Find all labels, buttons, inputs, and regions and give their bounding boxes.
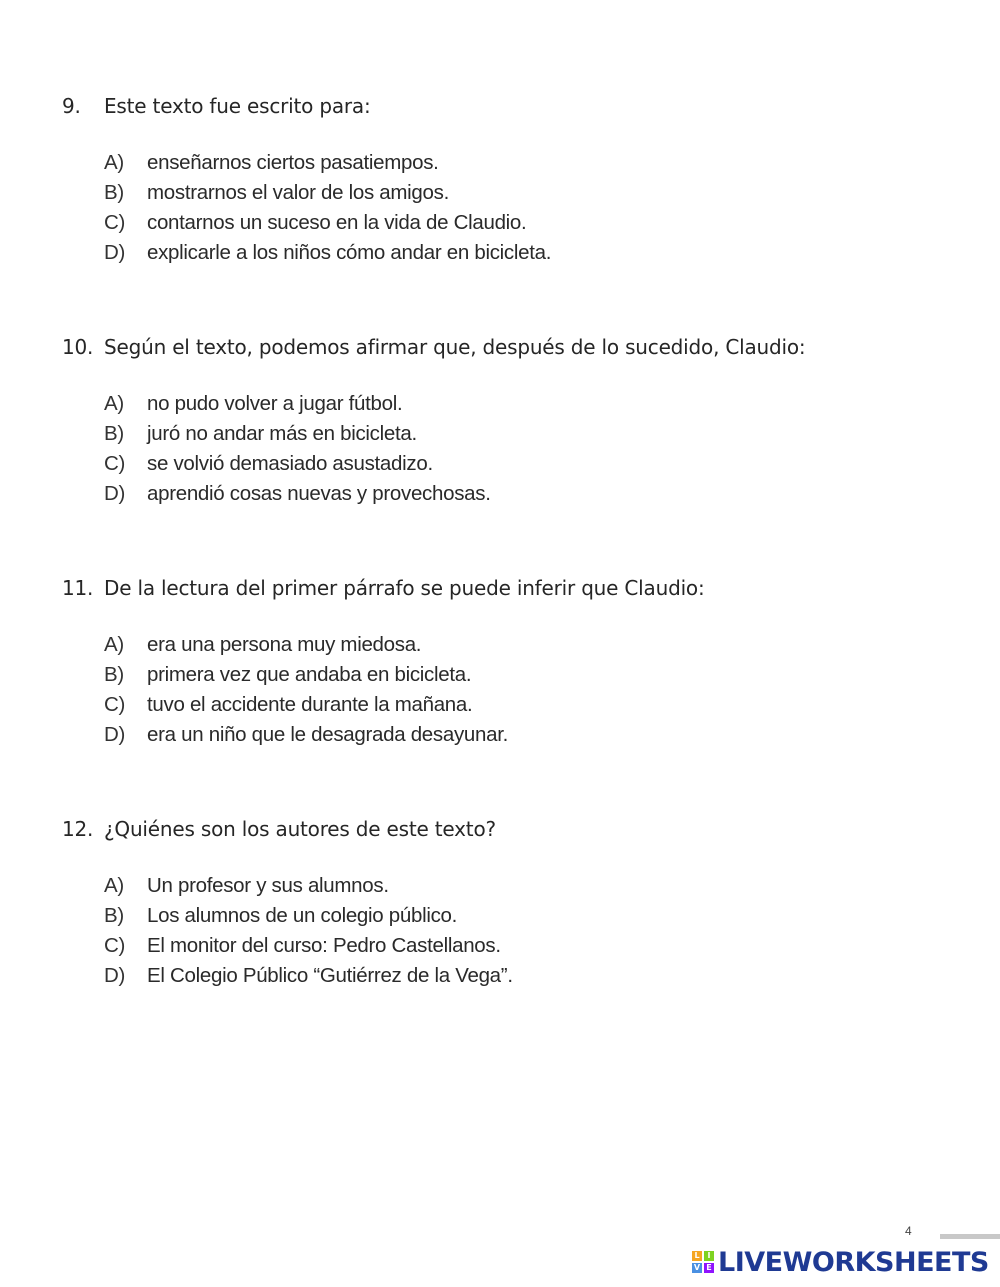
option-letter: B) <box>104 422 124 445</box>
option-letter: B) <box>104 663 124 686</box>
logo-letter-v: V <box>693 1263 701 1272</box>
option-letter: A) <box>104 633 124 656</box>
question-number: 11. <box>62 576 94 600</box>
logo-letter-l: L <box>692 1251 702 1261</box>
option-text: mostrarnos el valor de los amigos. <box>147 181 449 204</box>
option-text: explicarle a los niños cómo andar en bicicleta. <box>147 241 552 264</box>
option-text: era una persona muy miedosa. <box>147 633 422 656</box>
option-text: primera vez que andaba en bicicleta. <box>147 663 472 686</box>
question-prompt <box>62 94 371 118</box>
option-text: se volvió demasiado asustadizo. <box>147 452 433 475</box>
option-letter: D) <box>104 241 126 264</box>
question-text: De la lectura del primer párrafo se puede inferir que Claudio: <box>104 576 705 600</box>
answer-option[interactable] <box>104 453 491 483</box>
answer-option[interactable] <box>104 483 491 513</box>
answer-option[interactable] <box>104 182 551 212</box>
question-number: 9. <box>62 94 81 118</box>
answer-option[interactable] <box>104 875 513 905</box>
option-letter: D) <box>104 482 126 505</box>
option-text: tuvo el accidente durante la mañana. <box>147 693 473 716</box>
question-prompt <box>62 817 496 841</box>
brand-name: LIVEWORKSHEETS <box>718 1246 989 1278</box>
option-letter: A) <box>104 151 124 174</box>
option-letter: C) <box>104 452 126 475</box>
answer-options <box>104 152 551 272</box>
answer-options <box>104 875 513 995</box>
answer-option[interactable] <box>104 664 508 694</box>
answer-option[interactable] <box>104 905 513 935</box>
option-text: Un profesor y sus alumnos. <box>147 874 389 897</box>
liveworksheets-brand[interactable] <box>692 1246 989 1278</box>
answer-option[interactable] <box>104 423 491 453</box>
answer-option[interactable] <box>104 242 551 272</box>
page-number-bar <box>940 1234 1000 1239</box>
option-letter: C) <box>104 934 126 957</box>
option-text: enseñarnos ciertos pasatiempos. <box>147 151 439 174</box>
answer-options <box>104 634 508 754</box>
option-letter: A) <box>104 874 124 897</box>
option-letter: B) <box>104 904 124 927</box>
option-text: El Colegio Público “Gutiérrez de la Vega”. <box>147 964 513 987</box>
option-text: El monitor del curso: Pedro Castellanos. <box>147 934 501 957</box>
option-letter: C) <box>104 693 126 716</box>
option-letter: A) <box>104 392 124 415</box>
option-letter: D) <box>104 723 126 746</box>
option-letter: C) <box>104 211 126 234</box>
question-text: ¿Quiénes son los autores de este texto? <box>104 817 496 841</box>
logo-letter-e: E <box>704 1263 714 1273</box>
answer-option[interactable] <box>104 965 513 995</box>
option-text: contarnos un suceso en la vida de Claudio. <box>147 211 527 234</box>
question-prompt <box>62 335 805 359</box>
answer-option[interactable] <box>104 152 551 182</box>
page-number: 4 <box>905 1224 912 1238</box>
question-text: Este texto fue escrito para: <box>104 94 371 118</box>
option-letter: B) <box>104 181 124 204</box>
option-text: era un niño que le desagrada desayunar. <box>147 723 509 746</box>
option-text: aprendió cosas nuevas y provechosas. <box>147 482 491 505</box>
option-text: no pudo volver a jugar fútbol. <box>147 392 403 415</box>
answer-option[interactable] <box>104 393 491 423</box>
answer-options <box>104 393 491 513</box>
option-letter: D) <box>104 964 126 987</box>
liveworksheets-logo-icon <box>692 1251 714 1273</box>
option-text: Los alumnos de un colegio público. <box>147 904 458 927</box>
question-number: 10. <box>62 335 94 359</box>
question-text: Según el texto, podemos afirmar que, después de lo sucedido, Claudio: <box>104 335 806 359</box>
logo-letter-i: I <box>704 1251 714 1261</box>
answer-option[interactable] <box>104 724 508 754</box>
answer-option[interactable] <box>104 212 551 242</box>
question-number: 12. <box>62 817 94 841</box>
answer-option[interactable] <box>104 694 508 724</box>
answer-option[interactable] <box>104 935 513 965</box>
answer-option[interactable] <box>104 634 508 664</box>
option-text: juró no andar más en bicicleta. <box>147 422 417 445</box>
question-prompt <box>62 576 705 600</box>
